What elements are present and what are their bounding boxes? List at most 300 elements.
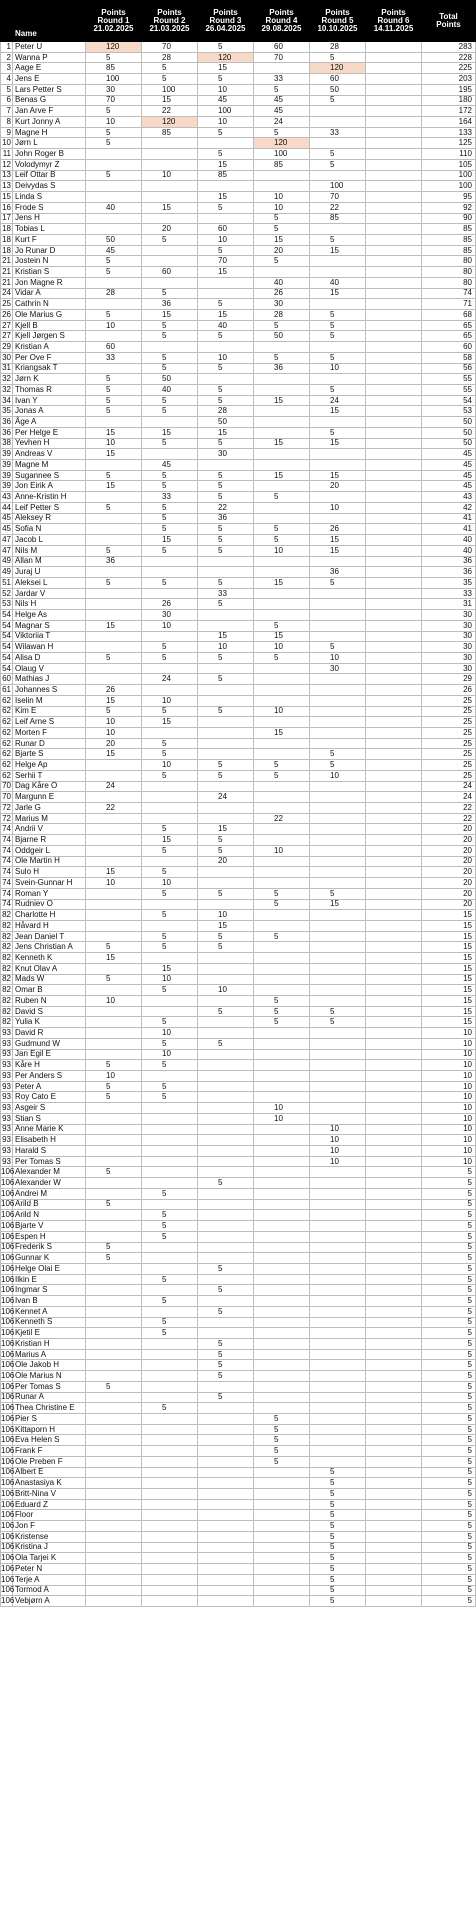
round-3-points-cell: 120	[198, 52, 254, 63]
total-points-cell: 92	[422, 202, 476, 213]
round-2-points-cell	[142, 1510, 198, 1521]
round-1-points-cell: 15	[86, 695, 142, 706]
round-5-points-cell	[310, 953, 366, 964]
round-3-points-cell	[198, 1274, 254, 1285]
name-cell: Deivydas S	[13, 181, 86, 192]
round-1-points-cell	[86, 856, 142, 867]
round-5-points-cell: 5	[310, 1531, 366, 1542]
round-4-points-cell	[254, 749, 310, 760]
round-6-points-cell	[366, 717, 422, 728]
name-cell: Floor	[13, 1510, 86, 1521]
round-4-points-cell	[254, 1253, 310, 1264]
round-1-points-cell: 5	[86, 974, 142, 985]
round-6-points-cell	[366, 106, 422, 117]
round-2-points-cell	[142, 856, 198, 867]
round-2-points-cell: 10	[142, 695, 198, 706]
round-5-points-cell: 36	[310, 567, 366, 578]
round-5-points-cell: 15	[310, 406, 366, 417]
total-points-cell: 80	[422, 267, 476, 278]
name-cell: Jarle G	[13, 803, 86, 814]
round-2-points-cell	[142, 1446, 198, 1457]
round-1-points-cell	[86, 1467, 142, 1478]
round-4-points-cell	[254, 1167, 310, 1178]
total-points-cell: 172	[422, 106, 476, 117]
name-header: Name	[13, 1, 86, 42]
round-3-points-cell: 5	[198, 1178, 254, 1189]
round-3-points-cell	[198, 813, 254, 824]
round-1-points-cell	[86, 899, 142, 910]
round-2-points-cell	[142, 792, 198, 803]
round-3-points-cell	[198, 974, 254, 985]
table-row	[1, 760, 476, 771]
round-3-points-cell	[198, 1081, 254, 1092]
round-3-points-cell: 10	[198, 985, 254, 996]
total-points-cell: 5	[422, 1435, 476, 1446]
rank-cell: 29	[2, 341, 11, 351]
round-5-points-cell	[310, 1167, 366, 1178]
round-1-points-cell: 85	[86, 63, 142, 74]
round-4-points-cell	[254, 663, 310, 674]
table-row	[1, 524, 476, 535]
round-2-points-cell: 5	[142, 1231, 198, 1242]
round-2-points-cell: 5	[142, 320, 198, 331]
round-1-points-cell	[86, 674, 142, 685]
total-points-cell: 5	[422, 1392, 476, 1403]
round-1-points-cell: 5	[86, 127, 142, 138]
round-6-points-cell	[366, 824, 422, 835]
round-1-points-cell	[86, 1285, 142, 1296]
rank-cell: 82	[2, 920, 11, 930]
round-4-points-cell: 26	[254, 288, 310, 299]
name-cell: Ivan B	[13, 1296, 86, 1307]
round-6-points-cell	[366, 1092, 422, 1103]
table-row	[1, 1028, 476, 1039]
round-5-points-cell	[310, 631, 366, 642]
round-5-points-cell	[310, 1349, 366, 1360]
rank-cell: 106	[1, 1521, 15, 1531]
round-3-points-cell: 5	[198, 1285, 254, 1296]
round-5-points-cell	[310, 963, 366, 974]
total-points-cell: 30	[422, 620, 476, 631]
name-cell: John Roger B	[13, 149, 86, 160]
round-4-points-cell	[254, 170, 310, 181]
table-row	[1, 738, 476, 749]
round-4-points-cell: 10	[254, 1103, 310, 1114]
round-4-points-cell	[254, 1531, 310, 1542]
round-6-points-cell	[366, 567, 422, 578]
total-points-cell: 15	[422, 920, 476, 931]
round-4-points-cell: 10	[254, 192, 310, 203]
total-points-cell: 10	[422, 1060, 476, 1071]
table-row	[1, 642, 476, 653]
round-3-points-cell	[198, 342, 254, 353]
round-6-points-cell	[366, 1338, 422, 1349]
total-points-cell: 20	[422, 856, 476, 867]
round-1-points-cell	[86, 1146, 142, 1157]
round-2-points-cell: 5	[142, 910, 198, 921]
round-5-points-cell: 5	[310, 642, 366, 653]
round-5-points-cell: 15	[310, 535, 366, 546]
rank-cell: 93	[2, 1113, 11, 1123]
round-1-points-cell	[86, 1596, 142, 1607]
round-5-points-cell	[310, 620, 366, 631]
total-points-cell: 54	[422, 395, 476, 406]
table-row	[1, 1178, 476, 1189]
round-5-points-cell: 22	[310, 202, 366, 213]
name-cell: Kenneth S	[13, 1317, 86, 1328]
round-6-points-cell	[366, 867, 422, 878]
round-3-points-cell	[198, 1210, 254, 1221]
round-6-points-cell	[366, 1296, 422, 1307]
name-cell: Runar A	[13, 1392, 86, 1403]
total-points-cell: 100	[422, 170, 476, 181]
round-6-points-cell	[366, 331, 422, 342]
round-5-points-cell	[310, 138, 366, 149]
round-6-points-cell	[366, 1499, 422, 1510]
total-points-cell: 41	[422, 524, 476, 535]
round-2-points-cell: 5	[142, 502, 198, 513]
round-3-points-cell: 40	[198, 320, 254, 331]
name-cell: Viktoriia T	[13, 631, 86, 642]
round-1-points-cell: 5	[86, 138, 142, 149]
rank-cell: 9	[1, 127, 13, 138]
round-5-points-cell	[310, 224, 366, 235]
table-row	[1, 610, 476, 621]
total-points-cell: 10	[422, 1135, 476, 1146]
round-1-points-cell	[86, 1156, 142, 1167]
round-6-points-cell	[366, 63, 422, 74]
round-6-points-cell	[366, 1467, 422, 1478]
round-1-points-cell: 5	[86, 545, 142, 556]
table-row	[1, 502, 476, 513]
name-cell: Alexander W	[13, 1178, 86, 1189]
table-row	[1, 1542, 476, 1553]
round-1-points-cell	[86, 149, 142, 160]
name-cell: Kennet A	[13, 1306, 86, 1317]
round-4-points-cell	[254, 385, 310, 396]
round-1-points-cell	[86, 985, 142, 996]
round-3-points-cell	[198, 1113, 254, 1124]
round-6-points-cell	[366, 845, 422, 856]
round-1-points-cell	[86, 1103, 142, 1114]
round-2-points-cell	[142, 1178, 198, 1189]
name-cell: Vebjørn A	[13, 1596, 86, 1607]
table-row	[1, 1156, 476, 1167]
round-3-points-cell: 45	[198, 95, 254, 106]
round-2-points-cell	[142, 1146, 198, 1157]
table-row	[1, 438, 476, 449]
name-cell: Thea Christine E	[13, 1403, 86, 1414]
round-2-points-cell	[142, 1542, 198, 1553]
round-6-points-cell	[366, 395, 422, 406]
round-6-points-cell	[366, 1113, 422, 1124]
round-2-points-cell: 70	[142, 42, 198, 53]
round-4-points-cell: 5	[254, 1424, 310, 1435]
round-3-points-cell: 5	[198, 202, 254, 213]
round-6-points-cell	[366, 1017, 422, 1028]
round-5-points-cell	[310, 1424, 366, 1435]
total-points-cell: 25	[422, 760, 476, 771]
rank-cell: 39	[2, 449, 11, 459]
table-row	[1, 835, 476, 846]
round-2-points-cell: 15	[142, 95, 198, 106]
rank-cell: 43	[2, 492, 11, 502]
round-1-points-cell	[86, 1574, 142, 1585]
table-row	[1, 599, 476, 610]
round-5-points-cell	[310, 1306, 366, 1317]
round-4-points-cell	[254, 910, 310, 921]
round-2-points-cell: 5	[142, 352, 198, 363]
round-6-points-cell	[366, 159, 422, 170]
total-points-cell: 15	[422, 995, 476, 1006]
rank-cell: 106	[1, 1381, 15, 1391]
round-3-points-cell: 5	[198, 835, 254, 846]
round-5-points-cell	[310, 738, 366, 749]
table-row	[1, 717, 476, 728]
round-6-points-cell	[366, 74, 422, 85]
table-row	[1, 931, 476, 942]
name-cell: Jon Eirik A	[13, 481, 86, 492]
total-points-cell: 26	[422, 685, 476, 696]
table-row	[1, 395, 476, 406]
round-2-points-cell: 5	[142, 652, 198, 663]
round-3-points-cell	[198, 963, 254, 974]
round-6-points-cell	[366, 181, 422, 192]
rank-cell: 26	[2, 309, 11, 319]
total-points-cell: 5	[422, 1553, 476, 1564]
round-6-points-cell	[366, 781, 422, 792]
round-5-points-cell	[310, 256, 366, 267]
total-points-cell: 228	[422, 52, 476, 63]
name-cell: Jo Runar D	[13, 245, 86, 256]
total-points-cell: 90	[422, 213, 476, 224]
round-3-points-cell: 60	[198, 224, 254, 235]
round-6-points-cell	[366, 363, 422, 374]
round-2-points-cell: 5	[142, 1017, 198, 1028]
round-2-points-cell: 10	[142, 1028, 198, 1039]
round-2-points-cell: 36	[142, 299, 198, 310]
name-cell: Sofia N	[13, 524, 86, 535]
round-6-points-cell	[366, 449, 422, 460]
round-5-points-cell	[310, 1092, 366, 1103]
round-5-points-cell: 5	[310, 95, 366, 106]
round-1-points-cell	[86, 920, 142, 931]
total-points-cell: 5	[422, 1296, 476, 1307]
round-5-points-cell	[310, 1038, 366, 1049]
round-2-points-cell	[142, 1499, 198, 1510]
table-row	[1, 52, 476, 63]
table-row	[1, 267, 476, 278]
round-6-points-cell	[366, 631, 422, 642]
round-4-points-cell	[254, 1188, 310, 1199]
round-4-points-cell: 22	[254, 813, 310, 824]
total-points-cell: 45	[422, 460, 476, 471]
rank-cell: 106	[1, 1306, 15, 1316]
round-6-points-cell	[366, 792, 422, 803]
round-3-points-cell	[198, 1156, 254, 1167]
total-points-cell: 164	[422, 117, 476, 128]
round-1-points-cell	[86, 1210, 142, 1221]
total-points-cell: 5	[422, 1381, 476, 1392]
rank-cell: 93	[2, 1038, 11, 1048]
round-1-points-cell: 30	[86, 84, 142, 95]
round-3-points-cell: 5	[198, 1038, 254, 1049]
name-cell: Volodymyr Z	[13, 159, 86, 170]
round-2-points-cell	[142, 1478, 198, 1489]
round-2-points-cell	[142, 1167, 198, 1178]
round-5-points-cell	[310, 685, 366, 696]
round-2-points-cell	[142, 1435, 198, 1446]
round-1-points-cell: 5	[86, 406, 142, 417]
round-2-points-cell	[142, 567, 198, 578]
round-2-header: Points Round 2 21.03.2025	[142, 1, 198, 42]
round-2-points-cell	[142, 192, 198, 203]
round-5-points-cell: 70	[310, 192, 366, 203]
rank-cell: 106	[1, 1424, 15, 1434]
round-6-points-cell	[366, 288, 422, 299]
round-5-points-cell: 33	[310, 127, 366, 138]
name-cell: Tobias L	[13, 224, 86, 235]
round-1-points-cell	[86, 1510, 142, 1521]
round-5-points-cell	[310, 942, 366, 953]
round-1-points-cell	[86, 963, 142, 974]
round-4-points-cell	[254, 406, 310, 417]
total-points-cell: 5	[422, 1349, 476, 1360]
round-5-points-cell	[310, 920, 366, 931]
round-4-points-cell	[254, 1371, 310, 1382]
name-cell: Vidar A	[13, 288, 86, 299]
rank-cell: 74	[2, 824, 11, 834]
round-3-points-cell	[198, 460, 254, 471]
round-3-points-cell: 5	[198, 245, 254, 256]
rank-cell: 106	[1, 1285, 15, 1295]
round-2-points-cell	[142, 1156, 198, 1167]
round-4-points-cell	[254, 1049, 310, 1060]
round-1-points-cell: 28	[86, 288, 142, 299]
table-row	[1, 1306, 476, 1317]
total-points-cell: 5	[422, 1306, 476, 1317]
round-6-points-cell	[366, 342, 422, 353]
round-6-points-cell	[366, 588, 422, 599]
round-1-points-cell: 15	[86, 427, 142, 438]
total-points-cell: 50	[422, 417, 476, 428]
rank-cell: 45	[2, 524, 11, 534]
round-4-points-cell: 15	[254, 438, 310, 449]
round-4-points-cell	[254, 781, 310, 792]
round-1-points-cell: 5	[86, 170, 142, 181]
round-2-points-cell: 10	[142, 878, 198, 889]
total-points-cell: 25	[422, 770, 476, 781]
total-points-cell: 36	[422, 567, 476, 578]
table-row	[1, 1092, 476, 1103]
round-1-points-cell: 5	[86, 1242, 142, 1253]
table-row	[1, 417, 476, 428]
round-6-points-cell	[366, 738, 422, 749]
round-5-points-cell: 5	[310, 1489, 366, 1500]
table-row	[1, 674, 476, 685]
total-points-cell: 20	[422, 888, 476, 899]
total-points-cell: 10	[422, 1049, 476, 1060]
round-3-points-cell: 5	[198, 299, 254, 310]
round-6-header: Points Round 6 14.11.2025	[366, 1, 422, 42]
round-6-points-cell	[366, 910, 422, 921]
round-3-points-cell: 5	[198, 1371, 254, 1382]
rank-cell: 1	[1, 42, 13, 53]
name-cell: Kristian H	[13, 1338, 86, 1349]
round-1-points-cell	[86, 1403, 142, 1414]
round-2-points-cell	[142, 995, 198, 1006]
round-4-points-cell	[254, 1146, 310, 1157]
round-6-points-cell	[366, 770, 422, 781]
round-2-points-cell	[142, 781, 198, 792]
round-3-points-cell	[198, 1424, 254, 1435]
round-5-points-cell	[310, 1274, 366, 1285]
round-3-points-cell	[198, 567, 254, 578]
round-2-points-cell: 15	[142, 309, 198, 320]
name-cell: Mads W	[13, 974, 86, 985]
round-3-points-cell: 5	[198, 470, 254, 481]
round-6-points-cell	[366, 1531, 422, 1542]
round-6-points-cell	[366, 642, 422, 653]
round-1-points-cell: 5	[86, 1081, 142, 1092]
rank-cell: 34	[2, 395, 11, 405]
round-1-points-cell	[86, 1006, 142, 1017]
round-3-points-cell	[198, 1103, 254, 1114]
round-6-points-cell	[366, 652, 422, 663]
table-row	[1, 1521, 476, 1532]
total-points-cell: 53	[422, 406, 476, 417]
round-3-points-cell	[198, 995, 254, 1006]
round-1-points-cell: 5	[86, 502, 142, 513]
round-5-points-cell: 5	[310, 1499, 366, 1510]
round-6-points-cell	[366, 256, 422, 267]
round-4-points-cell	[254, 1338, 310, 1349]
name-cell: Albert E	[13, 1467, 86, 1478]
table-row	[1, 234, 476, 245]
round-6-points-cell	[366, 728, 422, 739]
round-1-points-cell: 10	[86, 117, 142, 128]
round-6-points-cell	[366, 1596, 422, 1607]
round-2-points-cell	[142, 556, 198, 567]
table-row	[1, 942, 476, 953]
round-3-points-cell	[198, 1542, 254, 1553]
round-6-points-cell	[366, 856, 422, 867]
round-2-points-cell: 5	[142, 1274, 198, 1285]
round-3-points-cell	[198, 1414, 254, 1425]
total-points-cell: 180	[422, 95, 476, 106]
rank-cell: 54	[2, 620, 11, 630]
rank-cell: 106	[1, 1531, 15, 1541]
round-3-points-cell: 15	[198, 427, 254, 438]
name-cell: Linda S	[13, 192, 86, 203]
rank-cell: 82	[2, 985, 11, 995]
round-1-points-cell	[86, 910, 142, 921]
round-5-points-cell	[310, 117, 366, 128]
round-2-points-cell: 5	[142, 63, 198, 74]
name-cell: Frank F	[13, 1446, 86, 1457]
table-row	[1, 535, 476, 546]
round-5-points-cell	[310, 492, 366, 503]
table-row	[1, 95, 476, 106]
round-4-points-cell: 5	[254, 995, 310, 1006]
round-2-points-cell: 5	[142, 770, 198, 781]
table-row	[1, 706, 476, 717]
total-points-cell: 56	[422, 363, 476, 374]
round-3-points-cell	[198, 1092, 254, 1103]
round-2-points-cell: 100	[142, 84, 198, 95]
table-row	[1, 1146, 476, 1157]
rank-cell: 12	[2, 159, 11, 169]
